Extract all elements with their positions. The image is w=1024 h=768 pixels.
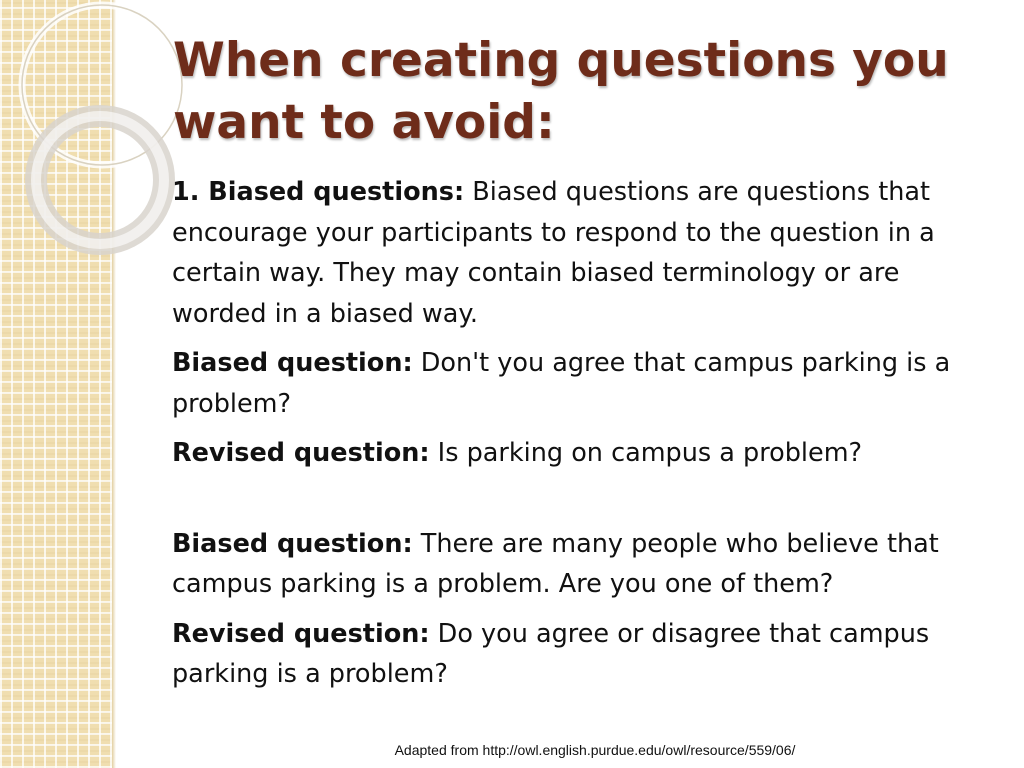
example1-biased-text: Don't you agree that campus parking is a problem? — [172, 348, 951, 419]
footnote-text: Adapted from http://owl.english.purdue.edu/owl/resource/559/06/ — [394, 742, 796, 758]
example2-revised-text: Do you agree or disagree that campus parking is a problem? — [172, 618, 930, 689]
example1-revised — [172, 433, 1002, 474]
example2-revised — [172, 614, 1002, 695]
example2-biased-text: There are many people who believe that campus parking is a problem. Are you one of them? — [172, 528, 939, 599]
point-biased-questions — [172, 172, 1002, 334]
example2-biased — [172, 524, 1002, 605]
decorative-rings-icon — [0, 0, 200, 260]
example2-biased-label: Biased question: — [172, 528, 413, 559]
example1-revised-text: Is parking on campus a problem? — [429, 438, 863, 468]
example1-revised-label: Revised question: — [172, 438, 430, 468]
source-footnote — [0, 742, 1024, 758]
point-lead: 1. Biased questions: — [172, 177, 465, 207]
point-text: Biased questions are questions that encourage your participants to respond to the question in a certain way. They may contain biased terminology or are worded in a biased way. — [172, 177, 935, 329]
example1-biased — [172, 343, 1002, 424]
example1-biased-label: Biased question: — [172, 348, 413, 378]
example2-revised-label: Revised question: — [172, 618, 430, 649]
slide-title: When creating questions you want to avoid: — [173, 33, 949, 150]
slide-body — [172, 172, 1002, 695]
